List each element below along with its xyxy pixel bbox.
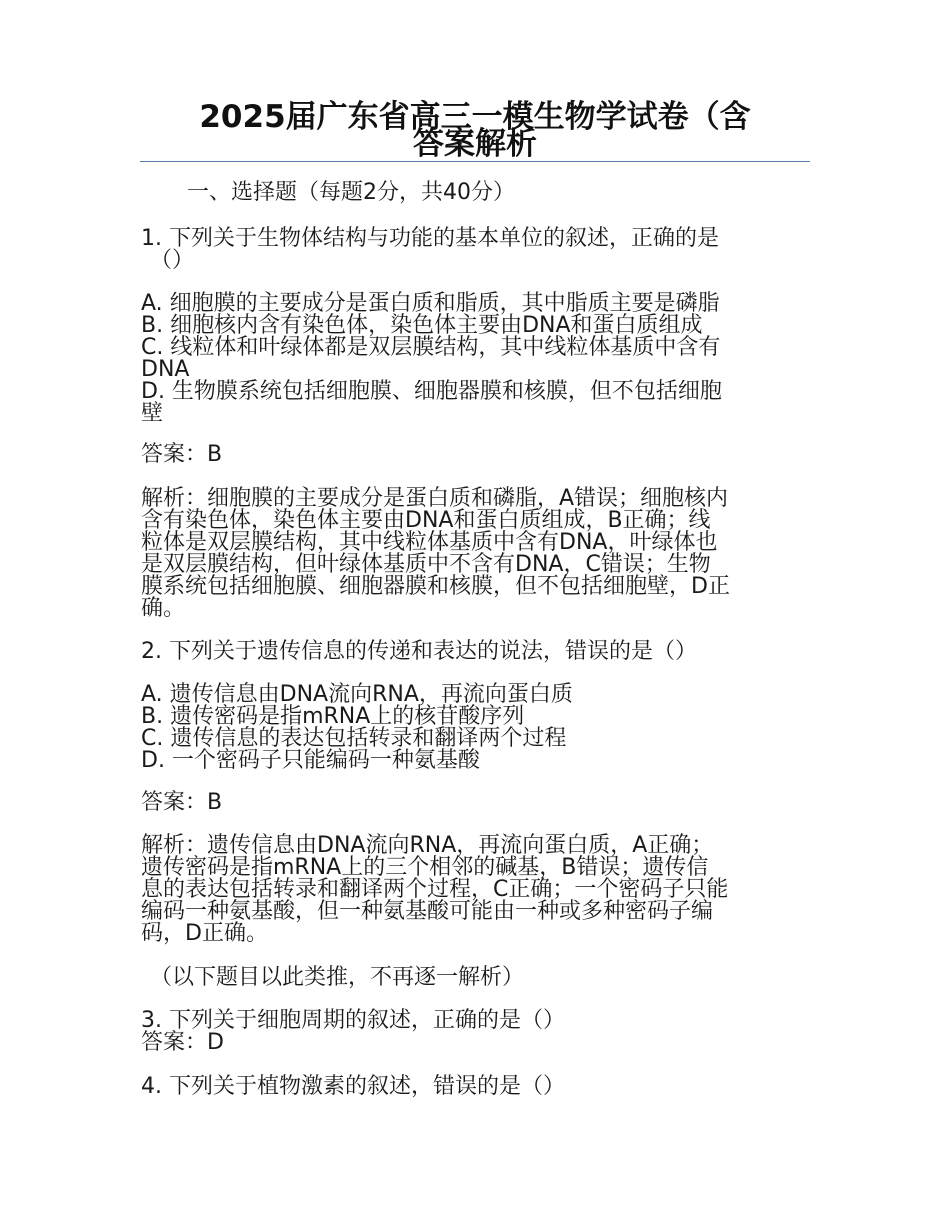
q1-option-d-line-2: 壁 bbox=[141, 401, 164, 426]
q2-analysis-line-3: 息的表达包括转录和翻译两个过程，C正确；一个密码子只能 bbox=[141, 877, 729, 902]
q2-analysis-line-2: 遗传密码是指mRNA上的三个相邻的碱基，B错误；遗传信 bbox=[141, 855, 709, 880]
document-title bbox=[140, 99, 810, 162]
q1-stem-line-1: 1. 下列关于生物体结构与功能的基本单位的叙述，正确的是 bbox=[141, 226, 719, 251]
section-heading: 一、选择题（每题2分，共40分） bbox=[187, 180, 515, 205]
q4-stem: 4. 下列关于植物激素的叙述，错误的是（） bbox=[141, 1074, 565, 1099]
q1-analysis-line-4: 是双层膜结构，但叶绿体基质中不含有DNA，C错误；生物 bbox=[141, 552, 711, 577]
title-line-1: 2025届广东省高三一模生物学试卷（含 bbox=[199, 99, 751, 135]
q1-analysis-line-3: 粒体是双层膜结构，其中线粒体基质中含有DNA，叶绿体也 bbox=[141, 530, 718, 555]
q1-analysis-line-2: 含有染色体，染色体主要由DNA和蛋白质组成，B正确；线 bbox=[141, 508, 711, 533]
q2-stem: 2. 下列关于遗传信息的传递和表达的说法，错误的是（） bbox=[141, 639, 697, 664]
q2-option-c: C. 遗传信息的表达包括转录和翻译两个过程 bbox=[141, 726, 567, 751]
q2-analysis-line-1: 解析：遗传信息由DNA流向RNA，再流向蛋白质，A正确； bbox=[141, 833, 714, 858]
title-underline bbox=[140, 161, 810, 162]
q1-option-d-line-1: D. 生物膜系统包括细胞膜、细胞器膜和核膜，但不包括细胞 bbox=[141, 379, 722, 404]
q1-option-c-line-2: DNA bbox=[141, 357, 190, 382]
q2-analysis-line-4: 编码一种氨基酸，但一种氨基酸可能由一种或多种密码子编 bbox=[141, 899, 714, 924]
title-line-2: 答案解析 bbox=[413, 126, 537, 162]
q2-option-d: D. 一个密码子只能编码一种氨基酸 bbox=[141, 748, 480, 773]
q1-stem-line-2: （） bbox=[150, 248, 195, 273]
q2-answer: 答案：B bbox=[141, 790, 223, 815]
q1-analysis-line-6: 确。 bbox=[141, 596, 186, 621]
q1-option-a: A. 细胞膜的主要成分是蛋白质和脂质，其中脂质主要是磷脂 bbox=[141, 291, 720, 316]
q1-option-c-line-1: C. 线粒体和叶绿体都是双层膜结构，其中线粒体基质中含有 bbox=[141, 335, 721, 360]
q1-option-b: B. 细胞核内含有染色体，染色体主要由DNA和蛋白质组成 bbox=[141, 313, 703, 338]
q3-answer: 答案：D bbox=[141, 1030, 224, 1055]
continuation-note: （以下题目以此类推，不再逐一解析） bbox=[150, 965, 525, 990]
q2-option-a: A. 遗传信息由DNA流向RNA，再流向蛋白质 bbox=[141, 682, 573, 707]
q1-answer: 答案：B bbox=[141, 442, 223, 467]
q3-stem: 3. 下列关于细胞周期的叙述，正确的是（） bbox=[141, 1008, 565, 1033]
q2-option-b: B. 遗传密码是指mRNA上的核苷酸序列 bbox=[141, 704, 525, 729]
q1-analysis-line-1: 解析：细胞膜的主要成分是蛋白质和磷脂，A错误；细胞核内 bbox=[141, 486, 729, 511]
q2-analysis-line-5: 码，D正确。 bbox=[141, 921, 268, 946]
q1-analysis-line-5: 膜系统包括细胞膜、细胞器膜和核膜，但不包括细胞壁，D正 bbox=[141, 574, 730, 599]
